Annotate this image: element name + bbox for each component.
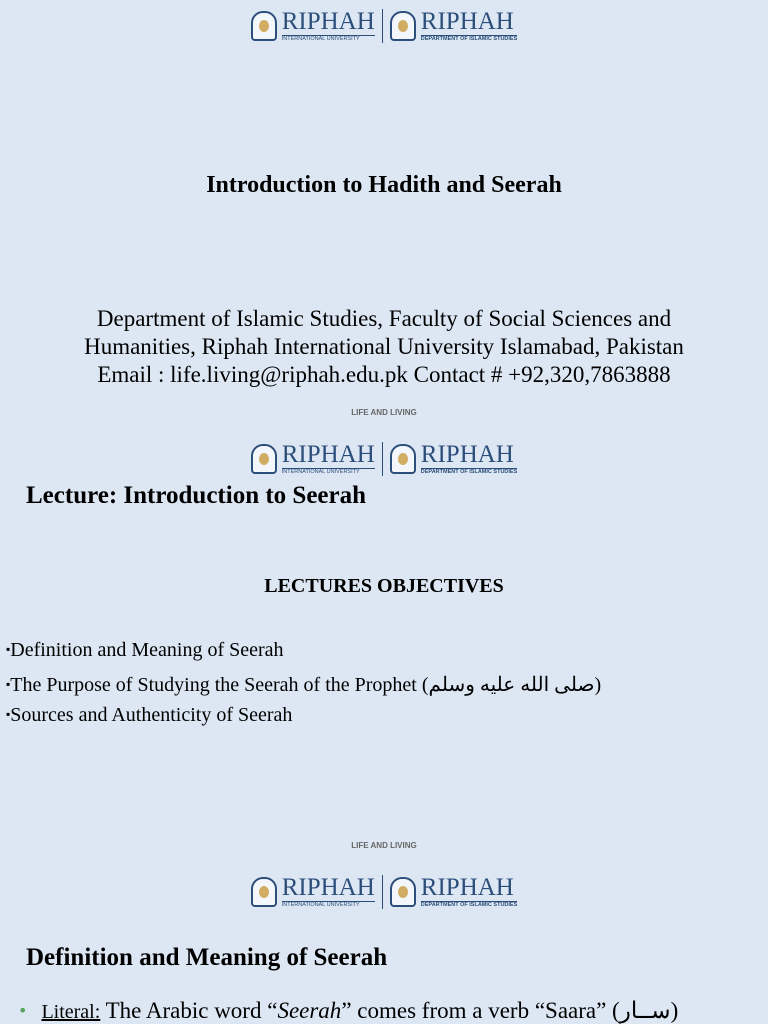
- logo-name: RIPHAH: [281, 874, 375, 902]
- objective-item: [6, 672, 601, 697]
- literal-text: The Arabic word “: [100, 998, 278, 1023]
- slide1-title: Introduction to Hadith and Seerah: [206, 172, 562, 198]
- riphah-seal-icon: [251, 11, 277, 41]
- square-bullet-icon: ▪: [6, 642, 11, 656]
- riphah-islamic-studies-logo: [390, 442, 517, 476]
- logo-subtitle: DEPARTMENT OF ISLAMIC STUDIES: [420, 469, 518, 476]
- riphah-islamic-studies-logo: [390, 9, 517, 43]
- logo-subtitle: INTERNATIONAL UNIVERSITY: [282, 901, 375, 909]
- department-line: Department of Islamic Studies, Faculty of Social Sciences and: [96, 306, 672, 331]
- logo-name: RIPHAH: [420, 8, 514, 36]
- riphah-islamic-studies-logo: [390, 875, 517, 909]
- seerah-term: Seerah: [277, 998, 342, 1023]
- logo-bar-slide2: [0, 439, 768, 479]
- logo-name: RIPHAH: [420, 874, 514, 902]
- objective-text: Definition and Meaning of Seerah: [10, 639, 284, 661]
- literal-label: Literal:: [41, 1001, 101, 1023]
- logo-bar-slide3: [0, 872, 768, 912]
- logo-subtitle: INTERNATIONAL UNIVERSITY: [282, 35, 375, 43]
- department-line: Humanities, Riphah International University Islamabad, Pakistan: [84, 334, 684, 359]
- riphah-seal-icon: [251, 877, 277, 907]
- logo-subtitle: INTERNATIONAL UNIVERSITY: [282, 468, 375, 476]
- objectives-title: LECTURES OBJECTIVES: [264, 575, 504, 597]
- slide2-footer: LIFE AND LIVING: [351, 841, 417, 850]
- department-info: [0, 305, 768, 389]
- slide2-title: Lecture: Introduction to Seerah: [26, 482, 367, 509]
- square-bullet-icon: ▪: [6, 707, 11, 721]
- logo-name: RIPHAH: [281, 441, 375, 469]
- logo-subtitle: DEPARTMENT OF ISLAMIC STUDIES: [420, 902, 518, 909]
- objective-item: [6, 639, 284, 662]
- objective-item: [6, 704, 292, 727]
- riphah-seal-icon: [390, 444, 416, 474]
- slide3-title: Definition and Meaning of Seerah: [26, 944, 388, 971]
- literal-definition: [18, 998, 678, 1024]
- logo-name: RIPHAH: [281, 8, 375, 36]
- logo-bar-slide1: [0, 6, 768, 46]
- logo-subtitle: DEPARTMENT OF ISLAMIC STUDIES: [420, 36, 518, 43]
- riphah-international-logo: [251, 875, 375, 909]
- logo-name: RIPHAH: [420, 441, 514, 469]
- objective-text: The Purpose of Studying the Seerah of the Prophet (صلى الله عليه وسلم): [10, 674, 602, 696]
- riphah-seal-icon: [390, 877, 416, 907]
- logo-divider: [382, 875, 383, 909]
- riphah-international-logo: [251, 9, 375, 43]
- literal-text: ” comes from a verb “Saara” (ســار): [341, 998, 679, 1023]
- slide1-footer: LIFE AND LIVING: [351, 408, 417, 417]
- objective-text: Sources and Authenticity of Seerah: [10, 704, 293, 726]
- riphah-international-logo: [251, 442, 375, 476]
- logo-divider: [382, 442, 383, 476]
- bullet-icon: •: [18, 1001, 28, 1020]
- contact-line: Email : life.living@riphah.edu.pk Contact # +92,320,7863888: [97, 362, 671, 387]
- riphah-seal-icon: [251, 444, 277, 474]
- riphah-seal-icon: [390, 11, 416, 41]
- square-bullet-icon: ▪: [6, 677, 11, 691]
- logo-divider: [382, 9, 383, 43]
